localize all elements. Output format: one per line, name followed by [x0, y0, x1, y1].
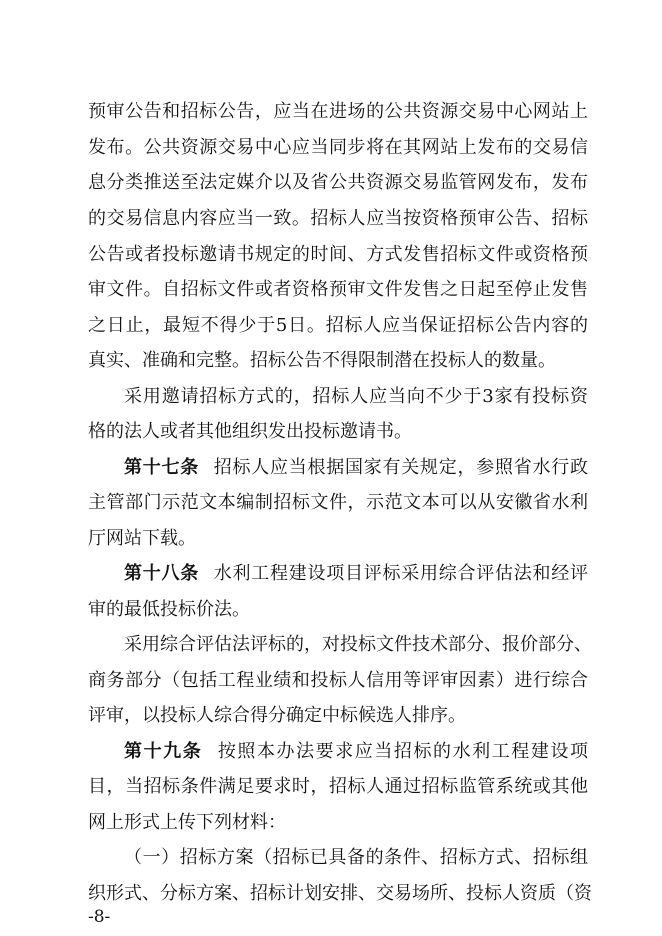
- article-19-line: [124, 738, 588, 766]
- page-number: -8-: [88, 907, 111, 927]
- paragraph-line: 的交易信息内容应当一致。招标人应当按资格预审公告、招标: [88, 208, 588, 229]
- paragraph-line: 网上形式上传下列材料：: [88, 812, 286, 833]
- paragraph-line: 织形式、分标方案、招标计划安排、交易场所、投标人资质（资: [88, 883, 592, 904]
- paragraph-line: 主管部门示范文本编制招标文件，示范文本可以从安徽省水利: [88, 492, 588, 513]
- paragraph-line: 之日止，最短不得少于5日。招标人应当保证招标公告内容的: [88, 315, 588, 336]
- article-19-text: 按照本办法要求应当招标的水利工程建设项: [216, 741, 589, 762]
- paragraph-line: 发布。公共资源交易中心应当同步将在其网站上发布的交易信: [88, 137, 588, 158]
- article-18-line: [124, 560, 588, 588]
- article-18-text: 水利工程建设项目评标采用综合评估法和经评: [213, 563, 588, 584]
- paragraph-line: 公告或者投标邀请书规定的时间、方式发售招标文件或资格预: [88, 244, 588, 265]
- list-item-line: （一）招标方案（招标已具备的条件、招标方式、招标组: [124, 847, 588, 868]
- paragraph-line: 采用邀请招标方式的，招标人应当向不少于3家有投标资: [124, 386, 588, 407]
- article-17-line: [124, 454, 588, 482]
- paragraph-line: 厅网站下载。: [88, 528, 196, 549]
- paragraph-line: 评审，以投标人综合得分确定中标候选人排序。: [88, 705, 466, 726]
- article-19-heading: 第十九条: [124, 741, 203, 762]
- article-17-text: 招标人应当根据国家有关规定，参照省水行政: [213, 457, 588, 478]
- paragraph-line: 预审公告和招标公告，应当在进场的公共资源交易中心网站上: [88, 101, 588, 122]
- paragraph-line: 目，当招标条件满足要求时，招标人通过招标监管系统或其他: [88, 776, 588, 797]
- paragraph-line: 商务部分（包括工程业绩和投标人信用等评审因素）进行综合: [88, 670, 588, 691]
- paragraph-line: 审文件。自招标文件或者资格预审文件发售之日起至停止发售: [88, 279, 588, 300]
- paragraph-line: 息分类推送至法定媒介以及省公共资源交易监管网发布，发布: [88, 172, 588, 193]
- paragraph-line: 采用综合评估法评标的，对投标文件技术部分、报价部分、: [124, 634, 592, 655]
- paragraph-line: 审的最低投标价法。: [88, 599, 250, 620]
- paragraph-line: 格的法人或者其他组织发出投标邀请书。: [88, 421, 412, 442]
- article-18-heading: 第十八条: [124, 563, 199, 584]
- paragraph-line: 真实、准确和完整。招标公告不得限制潜在投标人的数量。: [88, 350, 556, 371]
- article-17-heading: 第十七条: [124, 457, 199, 478]
